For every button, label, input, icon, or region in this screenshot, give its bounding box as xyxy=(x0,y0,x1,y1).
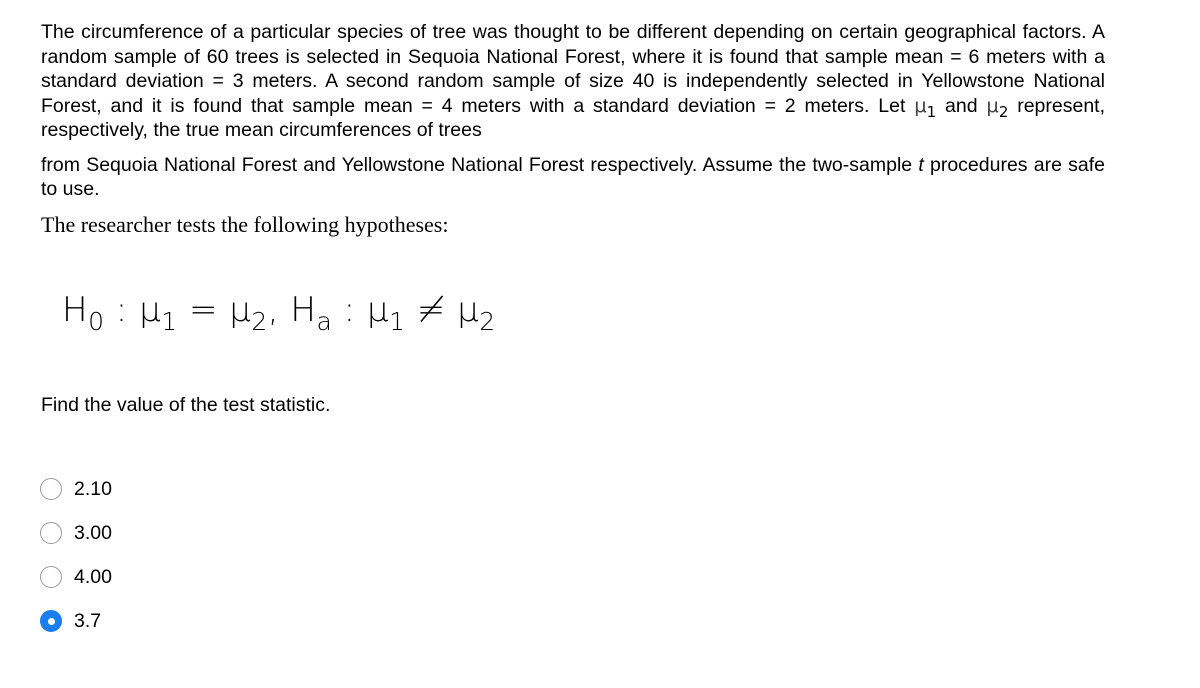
question-text: Find the value of the test statistic. xyxy=(41,394,331,416)
radio-button[interactable] xyxy=(40,478,62,500)
problem-text-1-end: represent, respectively, the true mean circumferences of trees xyxy=(41,94,1106,141)
option-label: 3.00 xyxy=(74,521,112,544)
radio-button[interactable] xyxy=(40,566,62,588)
option-3-7[interactable] xyxy=(40,599,112,643)
hypotheses-formula: $H_0$ : $\mu_1 = \mu_2$, $H_a$ : $\mu_1 \ne \mu_2$ xyxy=(62,290,496,336)
option-4-00[interactable] xyxy=(40,555,112,599)
hypotheses-intro: The researcher tests the following hypotheses: xyxy=(41,212,449,237)
option-label: 4.00 xyxy=(74,565,112,588)
problem-paragraph-2 xyxy=(41,153,1105,202)
radio-dot-icon xyxy=(48,618,55,625)
mu-2-symbol: $\mu_2$ xyxy=(986,93,1009,121)
answer-options xyxy=(40,467,112,643)
and-text: and xyxy=(945,94,978,117)
problem-text-1: The circumference of a particular species of tree was thought to be different depending on certain geographical factors. A random sample of 60 trees is selected in Sequoia National Forest, where it is found that sample mean = 6 meters with a standard deviation = 3 meters. A second random sample of size 40 is independently selected in Yellowstone National Forest, and it is found that sample mean = 4 meters with a standard deviation = 2 meters. Let xyxy=(41,21,1105,117)
problem-paragraph-1 xyxy=(41,20,1105,143)
option-label: 2.10 xyxy=(74,477,112,500)
t-italic: t xyxy=(918,153,924,176)
mu-1-symbol: $\mu_1$ xyxy=(914,93,937,121)
radio-button-selected[interactable] xyxy=(40,610,62,632)
problem-statement xyxy=(41,20,1105,202)
option-label: 3.7 xyxy=(74,609,102,632)
problem-text-2a: from Sequoia National Forest and Yellowstone National Forest respectively. Assume the two-sample xyxy=(41,153,913,176)
option-2-10[interactable] xyxy=(40,467,112,511)
radio-button[interactable] xyxy=(40,522,62,544)
problem-text-2b: procedures are safe to use. xyxy=(41,153,1106,200)
option-3-00[interactable] xyxy=(40,511,112,555)
